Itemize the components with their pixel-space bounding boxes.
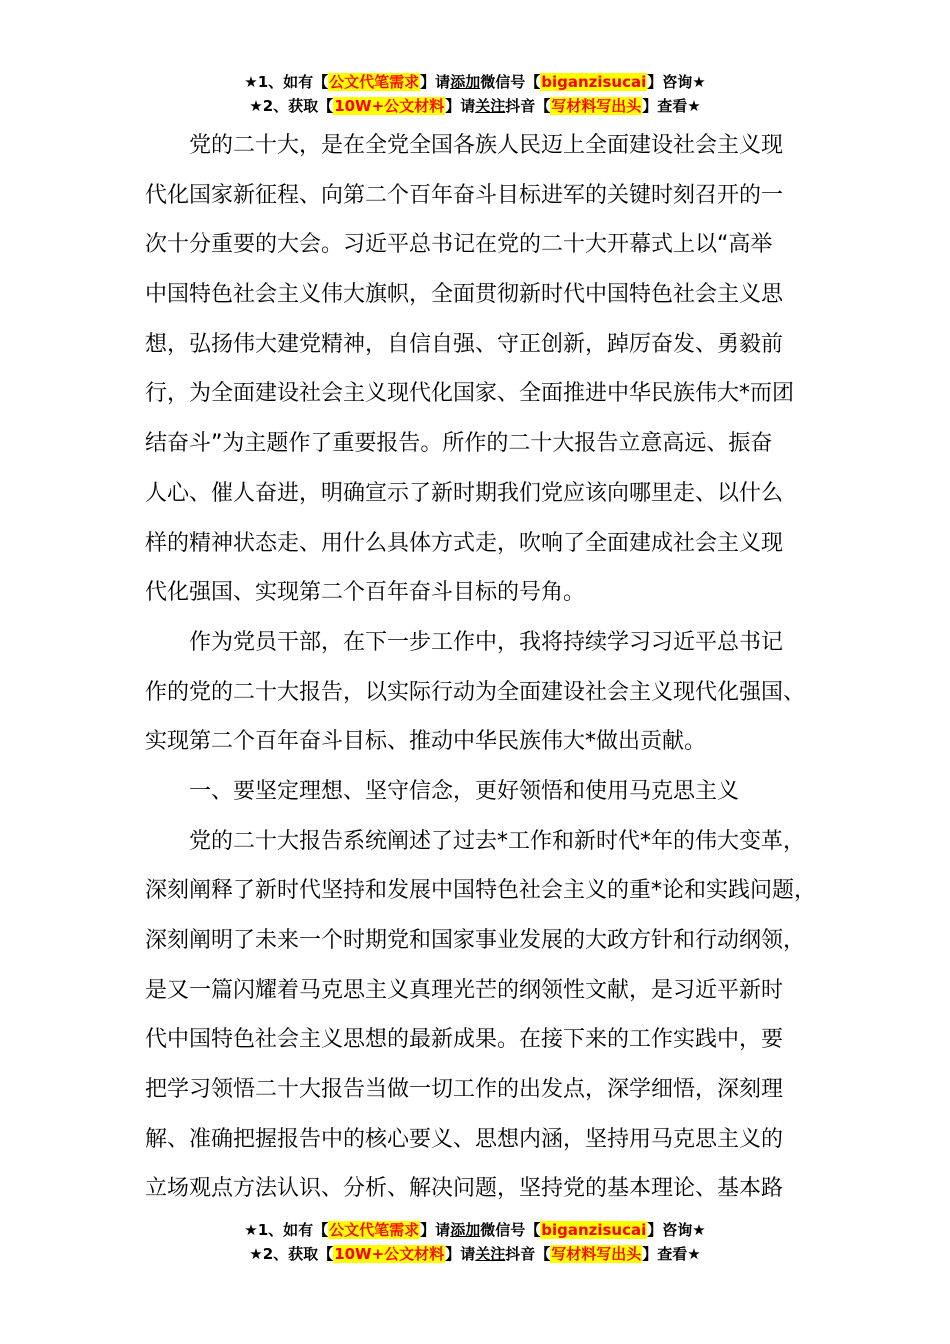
promo-highlight: 写材料写出头 (551, 1245, 642, 1263)
promo-text: 】查看★ (642, 1245, 701, 1263)
promo-line-2 (0, 94, 950, 118)
text-line: 代化强国、实现第二个百年奋斗目标的号角。 (145, 580, 586, 606)
promo-underlined: 添加 (450, 1221, 481, 1239)
text-line: 结奋斗”为主题作了重要报告。所作的二十大报告立意高远、振奋 (145, 431, 773, 457)
promo-highlight: 10W+公文材料 (334, 1245, 445, 1263)
text-line: 中国特色社会主义伟大旗帜，全面贯彻新时代中国特色社会主义思 (145, 282, 784, 308)
text-line: 作的党的二十大报告，以实际行动为全面建设社会主义现代化强国、 (145, 679, 806, 705)
promo-highlight: 公文代笔需求 (329, 73, 420, 91)
promo-text: 】请 (445, 97, 476, 115)
promo-banner-top (0, 70, 950, 118)
promo-text: ★2、获取【 (249, 97, 334, 115)
text-line: 代化国家新征程、向第二个百年奋斗目标进军的关键时刻召开的一 (145, 182, 784, 208)
promo-highlight: 公文代笔需求 (329, 1221, 420, 1239)
text-line: 次十分重要的大会。习近平总书记在党的二十大开幕式上以“高举 (145, 232, 773, 258)
promo-underlined: 关注 (475, 97, 506, 115)
promo-text: 抖音【 (505, 97, 551, 115)
text-line: 代中国特色社会主义思想的最新成果。在接下来的工作实践中，要 (145, 1027, 784, 1053)
promo-line-1 (0, 70, 950, 94)
text-line: 人心、催人奋进，明确宣示了新时期我们党应该向哪里走、以什么 (145, 480, 784, 506)
promo-text: 】请 (420, 1221, 451, 1239)
text-line: 党的二十大，是在全党全国各族人民迈上全面建设社会主义现 (145, 133, 784, 158)
promo-text: 微信号【 (480, 73, 541, 91)
text-line: 深刻阐释了新时代坚持和发展中国特色社会主义的重*论和实践问题， (145, 878, 817, 904)
promo-underlined: 关注 (475, 1245, 506, 1263)
promo-banner-bottom (0, 1218, 950, 1266)
promo-highlight: biganzisucai (541, 73, 647, 91)
promo-underlined: 添加 (450, 73, 481, 91)
promo-highlight: 10W+公文材料 (334, 97, 445, 115)
text-line: 是又一篇闪耀着马克思主义真理光芒的纲领性文献，是习近平新时 (145, 977, 784, 1003)
promo-text: 】请 (445, 1245, 476, 1263)
promo-text: ★2、获取【 (249, 1245, 334, 1263)
promo-text: 】咨询★ (647, 73, 706, 91)
promo-text: ★1、如有【 (244, 1221, 329, 1239)
promo-line-2 (0, 1242, 950, 1266)
promo-highlight: biganzisucai (541, 1221, 647, 1239)
promo-text: 】查看★ (642, 97, 701, 115)
text-line: 样的精神状态走、用什么具体方式走，吹响了全面建成社会主义现 (145, 530, 784, 556)
section-heading: 一、要坚定理想、坚守信念，更好领悟和使用马克思主义 (145, 778, 740, 804)
promo-text: 抖音【 (505, 1245, 551, 1263)
text-line: 作为党员干部，在下一步工作中，我将持续学习习近平总书记 (145, 629, 784, 655)
text-line: 行，为全面建设社会主义现代化国家、全面推进中华民族伟大*而团 (145, 381, 795, 407)
promo-text: 微信号【 (480, 1221, 541, 1239)
text-line: 党的二十大报告系统阐述了过去*工作和新时代*年的伟大变革， (145, 828, 806, 854)
promo-line-1 (0, 1218, 950, 1242)
promo-highlight: 写材料写出头 (551, 97, 642, 115)
text-line: 把学习领悟二十大报告当做一切工作的出发点，深学细悟，深刻理 (145, 1077, 784, 1103)
text-line: 立场观点方法认识、分析、解决问题，坚持党的基本理论、基本路 (145, 1176, 784, 1202)
text-line: 实现第二个百年奋斗目标、推动中华民族伟大*做出贡献。 (145, 729, 707, 755)
text-line: 想，弘扬伟大建党精神，自信自强、守正创新，踔厉奋发、勇毅前 (145, 331, 784, 357)
promo-text: 】咨询★ (647, 1221, 706, 1239)
promo-text: ★1、如有【 (244, 73, 329, 91)
promo-text: 】请 (420, 73, 451, 91)
text-line: 深刻阐明了未来一个时期党和国家事业发展的大政方针和行动纲领， (145, 928, 806, 953)
text-line: 解、准确把握报告中的核心要义、思想内涵，坚持用马克思主义的 (145, 1126, 784, 1152)
document-body (145, 121, 835, 1214)
